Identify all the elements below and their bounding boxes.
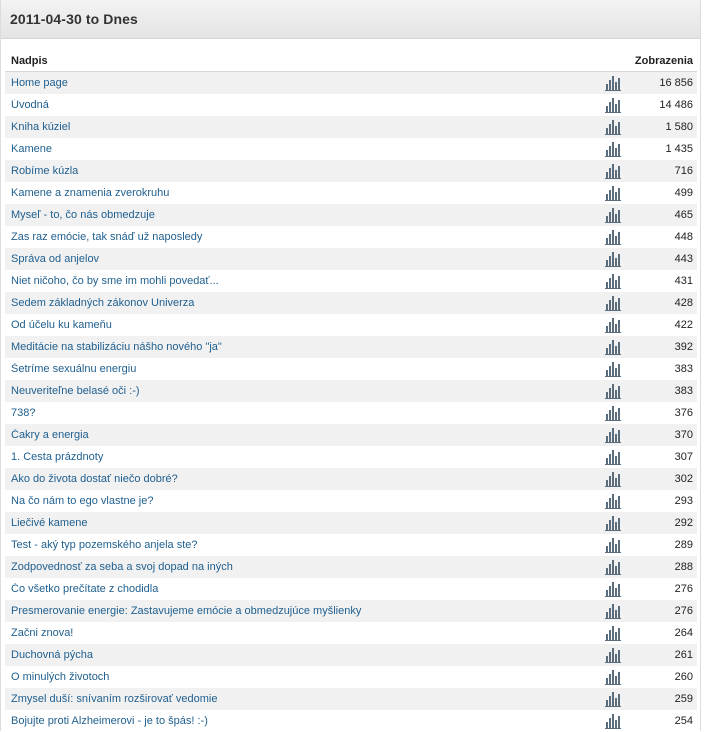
bar-chart-icon[interactable] — [605, 207, 621, 223]
view-count: 383 — [674, 363, 693, 375]
bar-chart-icon[interactable] — [605, 273, 621, 289]
bar-chart-icon[interactable] — [605, 471, 621, 487]
table-row — [5, 380, 697, 402]
page-title-link[interactable]: Presmerovanie energie: Zastavujeme emócie a obmedzujúce myšlienky — [11, 605, 362, 617]
table-row — [5, 270, 697, 292]
bar-chart-icon[interactable] — [605, 383, 621, 399]
page-title-link[interactable]: Úvodná — [11, 99, 49, 111]
table-row — [5, 534, 697, 556]
page-title-link[interactable]: 738? — [11, 407, 36, 419]
table-row — [5, 358, 697, 380]
view-count: 259 — [674, 693, 693, 705]
pages-table — [5, 50, 697, 732]
bar-chart-icon[interactable] — [605, 647, 621, 663]
page-title-link[interactable]: O minulých životoch — [11, 671, 110, 683]
bar-chart-icon[interactable] — [605, 559, 621, 575]
date-range-title: 2011-04-30 to Dnes — [10, 11, 138, 27]
bar-chart-icon[interactable] — [605, 691, 621, 707]
table-row — [5, 72, 697, 94]
page-title-link[interactable]: Čakry a energia — [11, 429, 89, 441]
table-row — [5, 94, 697, 116]
table-row — [5, 688, 697, 710]
table-row — [5, 622, 697, 644]
page-title-link[interactable]: Niet ničoho, čo by sme im mohli povedať... — [11, 275, 219, 287]
page-title-link[interactable]: Kamene a znamenia zverokruhu — [11, 187, 170, 199]
page-title-link[interactable]: Čo všetko prečítate z chodidla — [11, 583, 159, 595]
bar-chart-icon[interactable] — [605, 581, 621, 597]
bar-chart-icon[interactable] — [605, 295, 621, 311]
view-count: 465 — [674, 209, 693, 221]
view-count: 431 — [674, 275, 693, 287]
table-row — [5, 248, 697, 270]
bar-chart-icon[interactable] — [605, 515, 621, 531]
page-title-link[interactable]: Zmysel duší: snívaním rozširovať vedomie — [11, 693, 218, 705]
page-title-link[interactable]: 1. Cesta prázdnoty — [11, 451, 104, 463]
view-count: 383 — [674, 385, 693, 397]
bar-chart-icon[interactable] — [605, 119, 621, 135]
column-header-title: Nadpis — [11, 54, 48, 67]
view-count: 288 — [674, 561, 693, 573]
table-row — [5, 446, 697, 468]
bar-chart-icon[interactable] — [605, 603, 621, 619]
view-count: 293 — [674, 495, 693, 507]
page-title-link[interactable]: Kamene — [11, 143, 52, 155]
view-count: 443 — [674, 253, 693, 265]
bar-chart-icon[interactable] — [605, 229, 621, 245]
bar-chart-icon[interactable] — [605, 669, 621, 685]
table-row — [5, 160, 697, 182]
table-row — [5, 402, 697, 424]
table-row — [5, 204, 697, 226]
column-header-views: Zobrazenia — [634, 54, 693, 67]
page-title-link[interactable]: Test - aký typ pozemského anjela ste? — [11, 539, 198, 551]
page-title-link[interactable]: Myseľ - to, čo nás obmedzuje — [11, 209, 155, 221]
table-row — [5, 600, 697, 622]
table-row — [5, 424, 697, 446]
bar-chart-icon[interactable] — [605, 251, 621, 267]
view-count: 264 — [674, 627, 693, 639]
page-title-link[interactable]: Zas raz emócie, tak snáď už naposledy — [11, 231, 203, 243]
bar-chart-icon[interactable] — [605, 713, 621, 729]
bar-chart-icon[interactable] — [605, 141, 621, 157]
view-count: 716 — [674, 165, 693, 177]
view-count: 370 — [674, 429, 693, 441]
bar-chart-icon[interactable] — [605, 427, 621, 443]
table-row — [5, 490, 697, 512]
bar-chart-icon[interactable] — [605, 405, 621, 421]
view-count: 14 486 — [659, 99, 693, 111]
view-count: 302 — [674, 473, 693, 485]
page-title-link[interactable]: Na čo nám to ego vlastne je? — [11, 495, 154, 507]
table-row — [5, 182, 697, 204]
view-count: 254 — [674, 715, 693, 727]
table-row — [5, 666, 697, 688]
table-row — [5, 138, 697, 160]
view-count: 276 — [674, 583, 693, 595]
table-row — [5, 468, 697, 490]
view-count: 499 — [674, 187, 693, 199]
page-title-link[interactable]: Robíme kúzla — [11, 165, 79, 177]
bar-chart-icon[interactable] — [605, 163, 621, 179]
bar-chart-icon[interactable] — [605, 317, 621, 333]
page-title-link[interactable]: Správa od anjelov — [11, 253, 100, 265]
page-title-link[interactable]: Od účelu ku kameňu — [11, 319, 112, 331]
view-count: 307 — [674, 451, 693, 463]
table-row — [5, 226, 697, 248]
page-title-link[interactable]: Sedem základných zákonov Univerza — [11, 297, 195, 309]
table-row — [5, 292, 697, 314]
view-count: 276 — [674, 605, 693, 617]
page-title-link[interactable]: Ako do života dostať niečo dobré? — [11, 473, 178, 485]
bar-chart-icon[interactable] — [605, 493, 621, 509]
table-row — [5, 116, 697, 138]
view-count: 392 — [674, 341, 693, 353]
table-row — [5, 578, 697, 600]
page-title-link[interactable]: Zodpovednosť za seba a svoj dopad na iných — [11, 561, 233, 573]
page-title-link[interactable]: Meditácie na stabilizáciu nášho nového "ja" — [11, 341, 222, 353]
bar-chart-icon[interactable] — [605, 361, 621, 377]
view-count: 376 — [674, 407, 693, 419]
page-title-link[interactable]: Šetríme sexuálnu energiu — [11, 363, 137, 375]
table-row — [5, 336, 697, 358]
view-count: 16 856 — [659, 77, 693, 89]
bar-chart-icon[interactable] — [605, 185, 621, 201]
page-title-link[interactable]: Liečivé kamene — [11, 517, 88, 529]
view-count: 260 — [674, 671, 693, 683]
table-row — [5, 512, 697, 534]
page-title-link[interactable]: Bojujte proti Alzheimerovi - je to špás! :-) — [11, 715, 208, 727]
page-title-link[interactable]: Kniha kúziel — [11, 121, 71, 133]
table-row — [5, 556, 697, 578]
bar-chart-icon[interactable] — [605, 537, 621, 553]
view-count: 1 435 — [665, 143, 693, 155]
bar-chart-icon[interactable] — [605, 97, 621, 113]
table-row — [5, 644, 697, 666]
bar-chart-icon[interactable] — [605, 75, 621, 91]
page-title-link[interactable]: Začni znova! — [11, 627, 74, 639]
bar-chart-icon[interactable] — [605, 339, 621, 355]
table-header — [5, 50, 697, 72]
table-row — [5, 314, 697, 336]
bar-chart-icon[interactable] — [605, 625, 621, 641]
view-count: 261 — [674, 649, 693, 661]
view-count: 292 — [674, 517, 693, 529]
view-count: 428 — [674, 297, 693, 309]
bar-chart-icon[interactable] — [605, 449, 621, 465]
table-row — [5, 710, 697, 732]
view-count: 1 580 — [665, 121, 693, 133]
panel-header — [1, 0, 700, 39]
view-count: 448 — [674, 231, 693, 243]
view-count: 422 — [674, 319, 693, 331]
page-title-link[interactable]: Duchovná pýcha — [11, 649, 93, 661]
table-body — [5, 72, 697, 732]
page-title-link[interactable]: Neuveriteľne belasé oči :-) — [11, 385, 140, 397]
page-title-link[interactable]: Home page — [11, 77, 68, 89]
view-count: 289 — [674, 539, 693, 551]
